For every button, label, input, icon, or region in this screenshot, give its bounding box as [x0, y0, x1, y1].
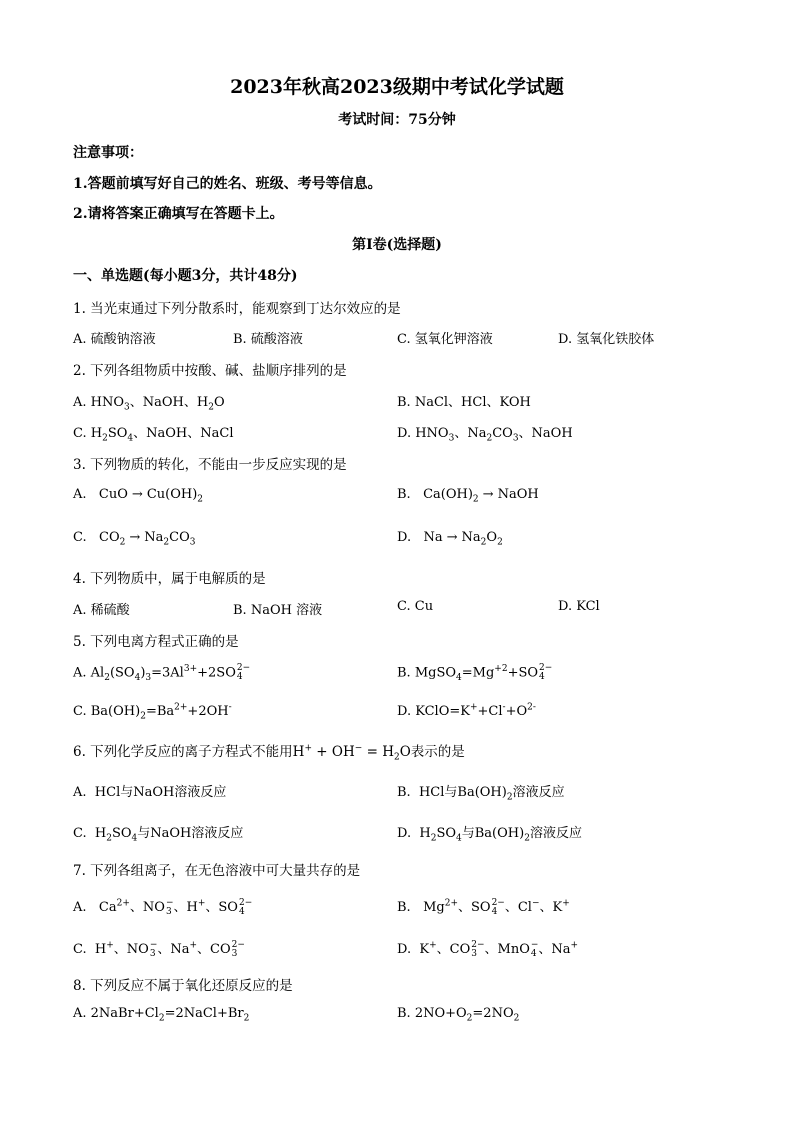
question-4-option-c: C. Cu [397, 599, 434, 614]
notice-heading: 注意事项： [73, 145, 143, 161]
question-6-stem: 6. 下列化学反应的离子方程式不能用$H^+ + OH^- = H_2O$表示的是 [73, 743, 465, 763]
question-6-option-a: A. HCl与NaOH溶液反应 [73, 785, 227, 800]
question-2-stem: 2. 下列各组物质中按酸、碱、盐顺序排列的是 [73, 363, 347, 379]
question-4-option-d: D. KCl [558, 599, 600, 614]
question-1-option-d: D. 氢氧化铁胶体 [558, 332, 655, 347]
question-7-stem: 7. 下列各组离子，在无色溶液中可大量共存的是 [73, 863, 361, 879]
question-7-option-b: B. $Mg^{2+}$、SO 2− 4 、Cl−、K+ [397, 897, 570, 917]
part-title: 一、单选题(每小题3分，共计48分) [73, 268, 298, 284]
question-5-option-a: A. $Al_2(SO_4)_3=3Al^{3+}+2SO$ 2− 4 [73, 663, 251, 684]
question-3-option-d: D. $Na \to Na_2O_2$ [397, 530, 503, 548]
question-1-option-a: A. 硫酸钠溶液 [73, 332, 156, 347]
question-1-option-b: B. 硫酸溶液 [233, 332, 303, 347]
question-2-option-a: A. $HNO_3$、NaOH、$H_2O$ [73, 395, 225, 413]
page-title: 2023年秋高2023级期中考试化学试题 [230, 76, 564, 98]
question-4-stem: 4. 下列物质中，属于电解质的是 [73, 571, 266, 587]
question-7-option-a: A. $Ca^{2+}$、NO − 3 、H+、SO 2− 4 [73, 897, 253, 917]
notice-item-2: 2.请将答案正确填写在答题卡上。 [73, 206, 284, 222]
question-4-option-b: B. NaOH 溶液 [233, 603, 323, 618]
exam-time: 考试时间：75分钟 [338, 112, 456, 128]
question-8-stem: 8. 下列反应不属于氧化还原反应的是 [73, 978, 293, 994]
question-7-option-d: D. K+、CO 2− 3 、MnO − 4 、Na+ [397, 939, 579, 959]
question-1-stem: 1. 当光束通过下列分散系时，能观察到丁达尔效应的是 [73, 301, 401, 317]
question-5-option-b: B. $MgSO_4=Mg^{+2}+SO$ 2− 4 [397, 663, 553, 684]
question-3-stem: 3. 下列物质的转化，不能由一步反应实现的是 [73, 457, 347, 473]
question-8-option-b: B. $2NO+O_2=2NO_2$ [397, 1006, 520, 1024]
question-6-option-d: D. $H_2SO_4$与$Ba(OH)_2$溶液反应 [397, 826, 582, 844]
question-6-option-c: C. $H_2SO_4$与NaOH溶液反应 [73, 826, 244, 844]
question-2-option-d: D. $HNO_3$、$Na_2CO_3$、NaOH [397, 426, 573, 444]
question-8-option-a: A. $2NaBr+Cl_2=2NaCl+Br_2$ [73, 1006, 250, 1024]
question-5-option-d: D. $KClO=K^++Cl^-+O^{2-}$ [397, 702, 536, 719]
question-1-option-c: C. 氢氧化钾溶液 [397, 332, 493, 347]
question-4-option-a: A. 稀硫酸 [73, 603, 130, 618]
question-5-option-c: C. $Ba(OH)_2=Ba^{2+}+2OH^-$ [73, 702, 232, 722]
question-2-option-b: B. NaCl、HCl、KOH [397, 395, 531, 410]
question-3-option-c: C. $CO_2 \to Na_2CO_3$ [73, 530, 196, 548]
question-6-option-b: B. HCl与$Ba(OH)_2$溶液反应 [397, 785, 565, 803]
section-title: 第I卷(选择题) [352, 237, 442, 253]
question-3-option-b: B. $Ca(OH)_2$ → NaOH [397, 487, 539, 505]
question-7-option-c: C. H+、NO − 3 、Na+、CO 2− 3 [73, 939, 245, 959]
question-5-stem: 5. 下列电离方程式正确的是 [73, 634, 239, 650]
question-3-option-a: A. CuO → $Cu(OH)_2$ [73, 487, 204, 505]
notice-item-1: 1.答题前填写好自己的姓名、班级、考号等信息。 [73, 176, 382, 192]
question-2-option-c: C. $H_2SO_4$、NaOH、NaCl [73, 426, 234, 444]
